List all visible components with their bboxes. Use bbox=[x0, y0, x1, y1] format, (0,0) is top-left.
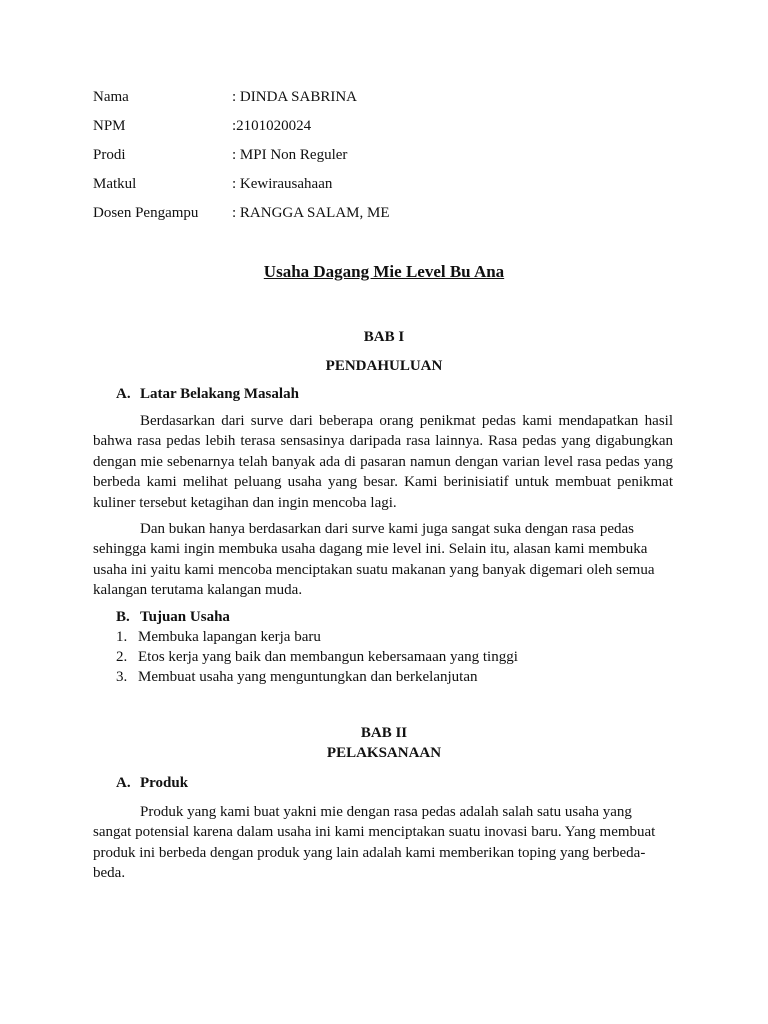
info-label: Nama bbox=[93, 89, 129, 105]
info-value: : RANGGA SALAM, ME bbox=[232, 205, 390, 221]
section-heading bbox=[116, 773, 188, 793]
list-item bbox=[116, 627, 518, 647]
section-letter: B. bbox=[116, 609, 130, 625]
info-value: : MPI Non Reguler bbox=[232, 147, 348, 163]
chapter-title: PENDAHULUAN bbox=[325, 358, 443, 374]
info-label: Prodi bbox=[93, 147, 126, 163]
list-number: 1. bbox=[116, 629, 128, 645]
chapter-number: BAB II bbox=[360, 725, 408, 741]
section-letter: A. bbox=[116, 386, 131, 402]
list-text: Membuat usaha yang menguntungkan dan berkelanjutan bbox=[138, 669, 478, 685]
list-item bbox=[116, 647, 518, 667]
info-value: :2101020024 bbox=[232, 118, 312, 134]
section-title: Produk bbox=[140, 775, 189, 791]
goals-list bbox=[116, 627, 518, 687]
chapter-number: BAB I bbox=[363, 329, 405, 345]
info-value: : DINDA SABRINA bbox=[232, 89, 358, 105]
info-label: Matkul bbox=[93, 176, 137, 192]
document-title: Usaha Dagang Mie Level Bu Ana bbox=[263, 262, 505, 281]
list-text: Etos kerja yang baik dan membangun kebersamaan yang tinggi bbox=[138, 649, 518, 665]
section-title: Tujuan Usaha bbox=[140, 609, 230, 625]
paragraph: Berdasarkan dari surve dari beberapa orang penikmat pedas kami mendapatkan hasil bahwa rasa pedas lebih terasa sensasinya daripada rasa lainnya. Rasa pedas yang digabungkan dengan mie sebenarnya telah banyak ada di pasaran namun dengan varian level rasa pedas yang berbeda kami melihat peluang usaha yang besar. Kami berinisiatif untuk membuat penikmat kuliner tersebut ketagihan dan ingin mencoba lagi. bbox=[93, 413, 673, 511]
info-value: : Kewirausahaan bbox=[232, 176, 333, 192]
paragraph: Produk yang kami buat yakni mie dengan rasa pedas adalah salah satu usaha yang sangat potensial karena dalam usaha ini kami menciptakan suatu inovasi baru. Yang membuat produk ini berbeda dengan produk yang lain adalah kami memberikan toping yang berbeda-beda. bbox=[93, 804, 656, 882]
list-number: 3. bbox=[116, 669, 128, 685]
paragraph: Dan bukan hanya berdasarkan dari surve kami juga sangat suka dengan rasa pedas sehingga kami ingin membuka usaha dagang mie level ini. Selain itu, alasan kami membuka usaha ini yaitu kami mencoba menciptakan suatu makanan yang banyak digemari oleh semua kalangan terutama kalangan muda. bbox=[93, 521, 655, 599]
list-number: 2. bbox=[116, 649, 128, 665]
list-item bbox=[116, 667, 518, 687]
chapter-title: PELAKSANAAN bbox=[326, 745, 442, 761]
info-label: NPM bbox=[93, 118, 126, 134]
section-heading bbox=[116, 384, 299, 404]
info-label: Dosen Pengampu bbox=[93, 205, 199, 221]
section-title: Latar Belakang Masalah bbox=[140, 386, 299, 402]
section-heading bbox=[116, 607, 230, 627]
list-text: Membuka lapangan kerja baru bbox=[138, 629, 321, 645]
section-letter: A. bbox=[116, 775, 131, 791]
